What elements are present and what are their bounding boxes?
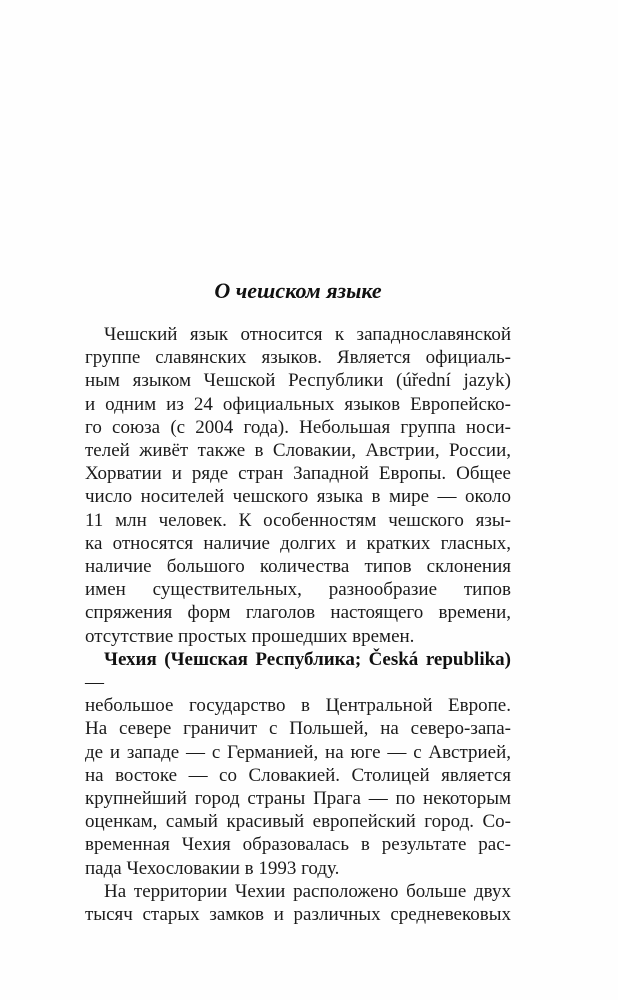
text-line: наличие большого количества типов склонения [85, 556, 511, 578]
text-line: пада Чехословакии в 1993 году. [85, 857, 340, 879]
text-line: небольшое государство в Центральной Европе. [85, 695, 511, 717]
text-line: го союза (с 2004 года). Небольшая группа носи- [85, 416, 511, 438]
text-line: На севере граничит с Польшей, на северо-запа- [85, 718, 511, 740]
text-line: на востоке — со Словакией. Столицей является [85, 764, 511, 786]
text-line: Чехия (Чешская Республика; Česká republika) — [85, 648, 511, 694]
text-line: ным языком Чешской Республики (úřední jazyk) [85, 370, 511, 392]
text-line: Чешский язык относится к западнославянской [104, 324, 511, 345]
text-block [85, 276, 511, 926]
text-line: 11 млн человек. К особенностям чешского язы- [85, 509, 511, 531]
text-line: и одним из 24 официальных языков Европейско- [85, 393, 511, 415]
text-line: спряжения форм глаголов настоящего времени, [85, 602, 511, 624]
text-line: отсутствие простых прошедших времен. [85, 625, 415, 647]
paragraph [85, 880, 511, 926]
text-line: оценкам, самый красивый европейский город. Со- [85, 811, 511, 833]
text-line: крупнейший город страны Прага — по некоторым [85, 788, 511, 810]
text-line: де и западе — с Германией, на юге — с Австрией, [85, 741, 511, 763]
text-line: число носителей чешского языка в мире — около [85, 486, 511, 508]
page-title: О чешском языке [214, 278, 382, 303]
text-line: группе славянских языков. Является официаль- [85, 347, 511, 369]
text-line: ка относятся наличие долгих и кратких гласных, [85, 532, 511, 554]
paragraph [85, 323, 511, 648]
text-line: телей живёт также в Словакии, Австрии, России, [85, 440, 511, 462]
text-line: На территории Чехии расположено больше двух [104, 880, 511, 902]
paragraphs [85, 323, 511, 926]
text-line: Хорватии и ряде стран Западной Европы. Общее [85, 463, 511, 485]
text-line: временная Чехия образовалась в результате рас- [85, 834, 511, 856]
paragraph [85, 648, 511, 880]
text-line: имен существительных, разнообразие типов [85, 579, 511, 601]
bold-lead-text: Чехия (Чешская Республика; Česká republika) [104, 648, 511, 670]
text-line: тысяч старых замков и различных средневековых [85, 904, 511, 926]
